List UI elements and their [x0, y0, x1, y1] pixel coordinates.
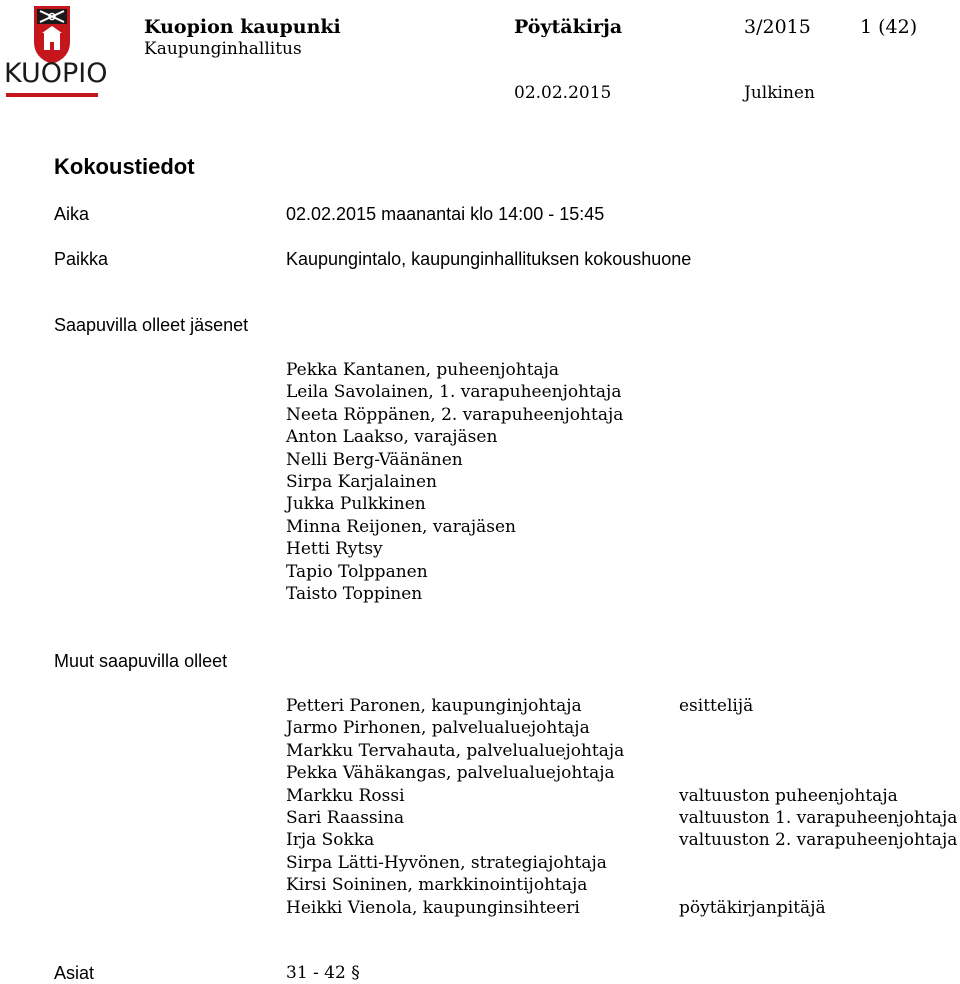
organization-name: Kuopion kaupunki: [144, 16, 341, 38]
attendee-name: Heikki Vienola, kaupunginsihteeri: [286, 897, 580, 918]
member-item: Pekka Kantanen, puheenjohtaja: [286, 360, 560, 380]
document-number: 3/2015: [744, 16, 811, 38]
attendee-role: esittelijä: [679, 696, 754, 716]
document-date: 02.02.2015: [514, 83, 612, 103]
attendee-role: [679, 762, 957, 784]
members-label: Saapuvilla olleet jäsenet: [54, 315, 249, 335]
attendee-role: valtuuston 1. varapuheenjohtaja: [679, 807, 958, 828]
publicity-status: Julkinen: [744, 83, 815, 103]
member-item: Leila Savolainen, 1. varapuheenjohtaja: [286, 382, 622, 403]
member-item: Nelli Berg-Väänänen: [286, 449, 463, 470]
attendee-name: Irja Sokka: [286, 830, 375, 851]
attendee-role: [679, 717, 957, 739]
logo-text: KUOPIO: [4, 58, 108, 89]
attendee-name: Petteri Paronen, kaupunginjohtaja: [286, 696, 582, 716]
time-label: Aika: [54, 204, 90, 224]
attendee-role: [679, 874, 957, 896]
organization-body: Kaupunginhallitus: [144, 39, 302, 59]
attendee-name: Pekka Vähäkangas, palvelualuejohtaja: [286, 763, 615, 784]
member-item: Tapio Tolppanen: [286, 561, 428, 582]
attendee-name: Sirpa Lätti-Hyvönen, strategiajohtaja: [286, 852, 607, 873]
matters-value: 31 - 42 §: [286, 963, 360, 983]
others-roles-list: [679, 695, 957, 919]
kuopio-logo: [4, 2, 108, 98]
place-label: Paikka: [54, 249, 109, 269]
member-item: Sirpa Karjalainen: [286, 471, 437, 492]
attendee-name: Markku Tervahauta, palvelualuejohtaja: [286, 740, 625, 761]
page-number: 1 (42): [860, 16, 918, 38]
attendee-name: Kirsi Soininen, markkinointijohtaja: [286, 875, 588, 896]
others-names-list: [286, 695, 624, 919]
members-list: [286, 359, 623, 605]
member-item: Anton Laakso, varajäsen: [286, 427, 498, 448]
attendee-name: Markku Rossi: [286, 785, 405, 806]
attendee-name: Jarmo Pirhonen, palvelualuejohtaja: [286, 718, 590, 739]
section-title: Kokoustiedot: [54, 154, 195, 179]
member-item: Taisto Toppinen: [286, 583, 423, 604]
attendee-role: valtuuston 2. varapuheenjohtaja: [679, 830, 958, 851]
document-type: Pöytäkirja: [514, 16, 623, 38]
attendee-role: valtuuston puheenjohtaja: [679, 785, 898, 806]
member-item: Minna Reijonen, varajäsen: [286, 516, 516, 537]
others-label: Muut saapuvilla olleet: [54, 651, 228, 671]
matters-label: Asiat: [54, 963, 95, 983]
attendee-role: [679, 740, 957, 762]
member-item: Hetti Rytsy: [286, 539, 383, 560]
attendee-name: Sari Raassina: [286, 807, 405, 828]
member-item: Jukka Pulkkinen: [286, 494, 426, 515]
member-item: Neeta Röppänen, 2. varapuheenjohtaja: [286, 404, 624, 425]
place-value: Kaupungintalo, kaupunginhallituksen kokoushuone: [286, 249, 692, 269]
attendee-role: pöytäkirjanpitäjä: [679, 897, 826, 918]
time-value: 02.02.2015 maanantai klo 14:00 - 15:45: [286, 204, 605, 224]
attendee-role: [679, 852, 957, 874]
